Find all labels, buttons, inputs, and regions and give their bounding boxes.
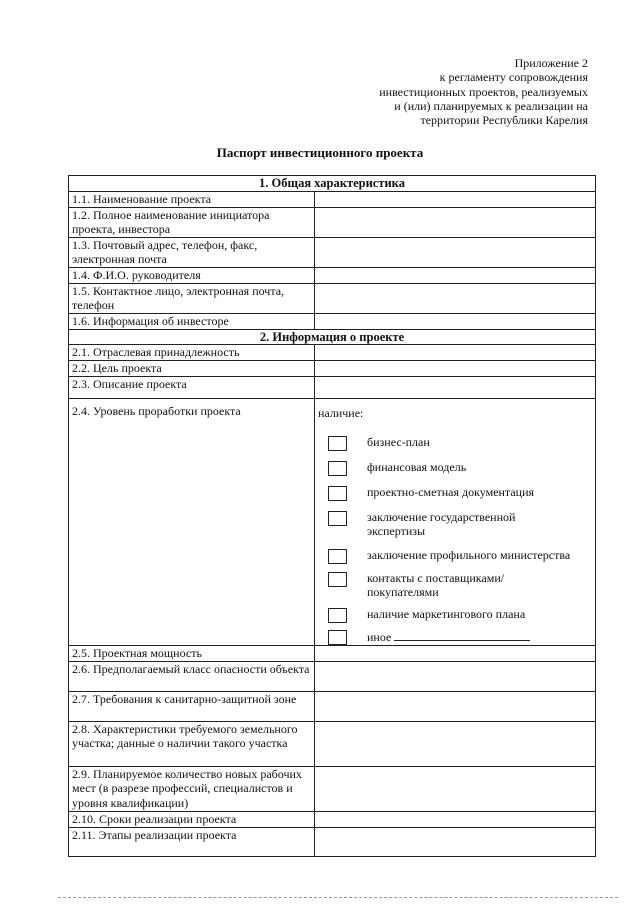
options-list (318, 435, 592, 645)
row-value-cell[interactable] (315, 377, 596, 399)
options-heading: наличие: (318, 406, 364, 420)
table-row (69, 267, 596, 283)
appendix-line: и (или) планируемых к реализации на (394, 98, 588, 113)
option-label: заключение профильного министерства (367, 547, 571, 562)
checkbox[interactable] (328, 511, 347, 526)
row-label: 2.7. Требования к санитарно-защитной зоне (69, 691, 315, 721)
checkbox[interactable] (328, 486, 347, 501)
appendix-line: к регламенту сопровождения (439, 70, 588, 85)
table-row (69, 721, 596, 766)
row-value-cell[interactable] (315, 766, 596, 811)
appendix-note (379, 56, 588, 127)
section-header-general (69, 176, 596, 192)
table-row (69, 645, 596, 661)
option-business-plan (328, 435, 592, 451)
option-ministry-conclusion (328, 548, 592, 564)
option-financial-model (328, 460, 592, 476)
row-value-cell[interactable] (315, 811, 596, 827)
section-title: 1. Общая характеристика (69, 176, 596, 192)
row-value-cell[interactable] (315, 661, 596, 691)
table-row (69, 191, 596, 207)
option-label: заключение государственной экспертизы (367, 509, 516, 538)
row-value-cell[interactable] (315, 207, 596, 237)
row-value-cell[interactable] (315, 361, 596, 377)
option-design-estimate-docs (328, 485, 592, 501)
option-label: контакты с поставщиками/покупателями (367, 570, 505, 599)
row-label: 1.4. Ф.И.О. руководителя (69, 267, 315, 283)
passport-table (68, 175, 596, 857)
table-row (69, 283, 596, 313)
row-label: 1.1. Наименование проекта (69, 191, 315, 207)
row-value-cell[interactable] (315, 313, 596, 329)
row-label: 2.3. Описание проекта (69, 377, 315, 399)
checkbox[interactable] (328, 549, 347, 564)
row-label: 2.8. Характеристики требуемого земельного участка; данные о наличии такого участка (69, 721, 315, 766)
checkbox[interactable] (328, 630, 347, 645)
checkbox[interactable] (328, 608, 347, 623)
table-row (69, 345, 596, 361)
checkbox[interactable] (328, 572, 347, 587)
row-label: 2.2. Цель проекта (69, 361, 315, 377)
table-row-project-readiness (69, 399, 596, 646)
row-value-cell[interactable] (315, 191, 596, 207)
row-label: 2.10. Сроки реализации проекта (69, 811, 315, 827)
checkbox[interactable] (328, 461, 347, 476)
row-label: 2.11. Этапы реализации проекта (69, 827, 315, 856)
row-value-cell[interactable] (315, 283, 596, 313)
table-row (69, 313, 596, 329)
section-title: 2. Информация о проекте (69, 329, 596, 345)
table-row (69, 361, 596, 377)
table-row (69, 377, 596, 399)
appendix-line: инвестиционных проектов, реализуемых (379, 84, 588, 99)
row-label: 2.1. Отраслевая принадлежность (69, 345, 315, 361)
row-label: 2.4. Уровень проработки проекта (69, 399, 315, 646)
row-label: 2.9. Планируемое количество новых рабочих мест (в разрезе профессий, специалистов и уровня квалификации) (69, 766, 315, 811)
option-supplier-contacts (328, 571, 592, 600)
option-label (367, 629, 530, 645)
row-label: 1.2. Полное наименование инициатора проекта, инвестора (69, 207, 315, 237)
table-row (69, 237, 596, 267)
scan-bottom-edge (58, 897, 618, 898)
other-blank-line[interactable] (394, 629, 530, 641)
row-label: 1.3. Почтовый адрес, телефон, факс, электронная почта (69, 237, 315, 267)
table-row (69, 661, 596, 691)
row-value-cell[interactable] (315, 267, 596, 283)
table-row (69, 827, 596, 856)
appendix-line: территории Республики Карелия (420, 113, 588, 128)
section-header-project-info (69, 329, 596, 345)
row-label: 1.6. Информация об инвесторе (69, 313, 315, 329)
option-label: бизнес-план (367, 434, 430, 449)
table-row (69, 766, 596, 811)
table-row (69, 691, 596, 721)
row-value-cell[interactable] (315, 645, 596, 661)
table-row (69, 811, 596, 827)
row-value-cell[interactable] (315, 721, 596, 766)
readiness-options-cell (315, 399, 596, 646)
option-marketing-plan (328, 607, 592, 623)
row-label: 1.5. Контактное лицо, электронная почта, телефон (69, 283, 315, 313)
appendix-line: Приложение 2 (514, 56, 588, 70)
option-other (328, 629, 592, 645)
row-value-cell[interactable] (315, 691, 596, 721)
row-value-cell[interactable] (315, 345, 596, 361)
option-state-expertise (328, 510, 592, 539)
checkbox[interactable] (328, 436, 347, 451)
option-label: проектно-сметная документация (367, 484, 535, 499)
document-title: Паспорт инвестиционного проекта (216, 145, 424, 160)
row-value-cell[interactable] (315, 827, 596, 856)
option-label: наличие маркетингового плана (367, 606, 526, 621)
row-value-cell[interactable] (315, 237, 596, 267)
option-label-text: иное (367, 629, 392, 644)
table-row (69, 207, 596, 237)
row-label: 2.6. Предполагаемый класс опасности объекта (69, 661, 315, 691)
row-label: 2.5. Проектная мощность (69, 645, 315, 661)
option-label: финансовая модель (367, 459, 467, 474)
